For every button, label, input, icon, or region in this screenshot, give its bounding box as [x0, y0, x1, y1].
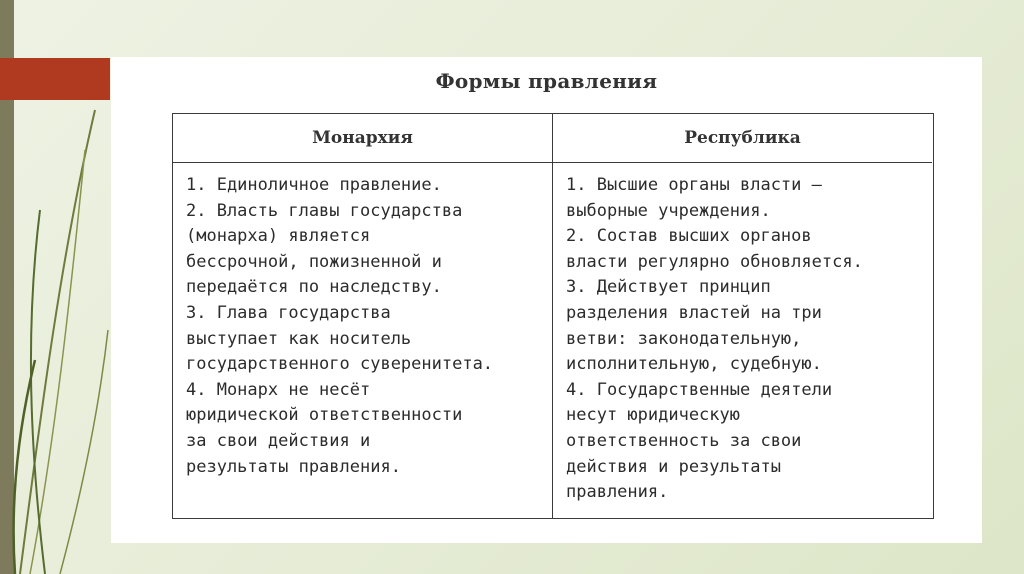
republic-line: несут юридическую: [566, 405, 740, 426]
republic-line: разделения властей на три: [566, 302, 822, 323]
monarchy-line: юридической ответственности: [186, 405, 463, 426]
monarchy-column: [173, 163, 553, 518]
monarchy-line: бессрочной, пожизненной и: [186, 251, 442, 272]
republic-line: действия и результаты: [566, 456, 781, 477]
republic-line: власти регулярно обновляется.: [566, 251, 863, 272]
republic-line: 2. Состав высших органов: [566, 226, 812, 247]
slide-content-panel: [111, 57, 982, 543]
monarchy-line: государственного суверенитета.: [186, 354, 494, 375]
monarchy-line: 4. Монарх не несёт: [186, 379, 371, 400]
republic-line: ответственность за свои: [566, 430, 802, 451]
republic-line: 4. Государственные деятели: [566, 379, 833, 400]
monarchy-line: за свои действия и: [186, 430, 371, 451]
republic-line: ветви: законодательную,: [566, 328, 802, 349]
comparison-table: [172, 113, 934, 519]
monarchy-line: 2. Власть главы государства: [186, 200, 463, 221]
republic-line: исполнительную, судебную.: [566, 354, 822, 375]
monarchy-line: 1. Единоличное правление.: [186, 175, 442, 195]
republic-line: выборные учреждения.: [566, 200, 771, 221]
monarchy-line: результаты правления.: [186, 456, 401, 477]
republic-line: правления.: [566, 482, 669, 503]
monarchy-line: выступает как носитель: [186, 328, 412, 349]
page-title: Формы правления: [435, 69, 658, 93]
republic-line: 3. Действует принцип: [566, 277, 771, 298]
monarchy-line: передаётся по наследству.: [186, 277, 442, 298]
monarchy-line: (монарха) является: [186, 226, 371, 247]
header-monarchy: Монархия: [173, 114, 553, 163]
monarchy-line: 3. Глава государства: [186, 302, 391, 323]
header-republic: Республика: [553, 114, 932, 163]
republic-line: 1. Высшие органы власти —: [566, 175, 822, 195]
republic-column: [553, 163, 932, 518]
